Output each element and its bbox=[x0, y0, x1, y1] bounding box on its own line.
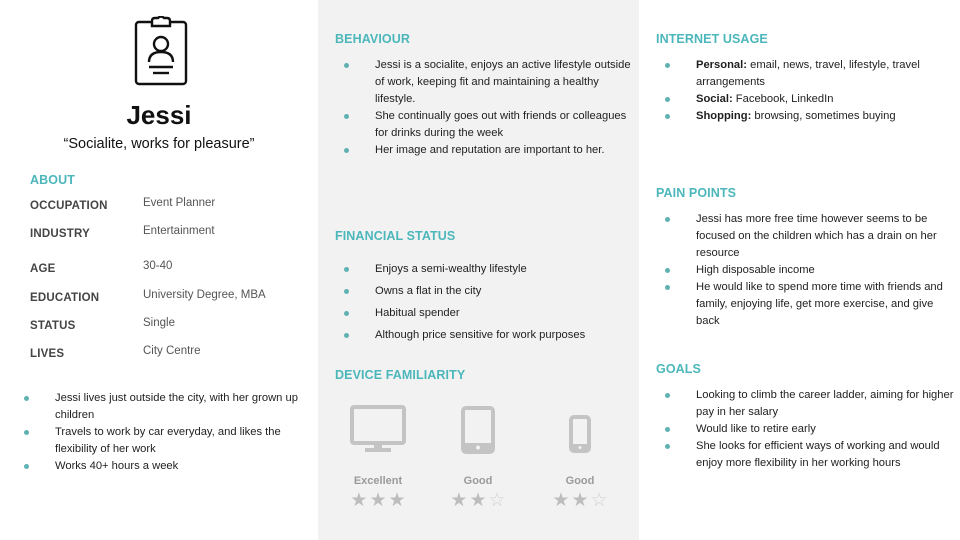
list-item: Her image and reputation are important to her. bbox=[335, 142, 635, 159]
internet-usage-bullets bbox=[656, 57, 956, 125]
tablet-icon bbox=[450, 405, 506, 455]
goals-bullets bbox=[656, 387, 956, 472]
list-item: Travels to work by car everyday, and likes the flexibility of her work bbox=[15, 424, 315, 458]
device-rating-label: Excellent bbox=[353, 475, 403, 487]
list-item bbox=[656, 57, 956, 91]
star-filled-icon: ★ bbox=[369, 490, 387, 511]
star-rating bbox=[333, 491, 423, 510]
needs-column bbox=[639, 0, 960, 540]
list-item: Would like to retire early bbox=[656, 421, 956, 438]
usage-key: Social: bbox=[696, 93, 733, 105]
clipboard-profile-icon bbox=[134, 16, 188, 86]
financial-status-title: FINANCIAL STATUS bbox=[335, 229, 456, 243]
profile-column bbox=[0, 0, 318, 540]
star-filled-icon: ★ bbox=[350, 490, 368, 511]
list-item: Although price sensitive for work purposes bbox=[335, 327, 635, 344]
usage-text: email, news, travel, lifestyle, travel arrangements bbox=[696, 59, 920, 88]
list-item: He would like to spend more time with friends and family, enjoying life, get more exercise, and give back bbox=[656, 279, 956, 330]
star-filled-icon: ★ bbox=[469, 490, 487, 511]
about-label: INDUSTRY bbox=[30, 228, 90, 240]
star-rating bbox=[433, 491, 523, 510]
list-item: Jessi has more free time however seems to be focused on the children which has a drain on her resource bbox=[656, 211, 956, 262]
list-item: Owns a flat in the city bbox=[335, 283, 635, 300]
about-value: Entertainment bbox=[143, 225, 215, 237]
star-filled-icon: ★ bbox=[388, 490, 406, 511]
behaviour-column bbox=[318, 0, 639, 540]
list-item: Jessi lives just outside the city, with her grown up children bbox=[15, 390, 315, 424]
list-item: Looking to climb the career ladder, aiming for higher pay in her salary bbox=[656, 387, 956, 421]
star-filled-icon: ★ bbox=[552, 490, 570, 511]
usage-text: Facebook, LinkedIn bbox=[732, 93, 834, 105]
list-item: High disposable income bbox=[656, 262, 956, 279]
about-value: Event Planner bbox=[143, 197, 216, 209]
financial-status-bullets bbox=[335, 261, 635, 349]
device-desktop bbox=[333, 405, 423, 510]
about-value: City Centre bbox=[143, 345, 201, 357]
star-filled-icon: ★ bbox=[450, 490, 468, 511]
about-bullets bbox=[15, 390, 315, 475]
list-item: She looks for efficient ways of working and would enjoy more flexibility in her working hours bbox=[656, 438, 956, 472]
usage-key: Personal: bbox=[696, 59, 747, 71]
usage-text: browsing, sometimes buying bbox=[751, 110, 896, 122]
list-item: Enjoys a semi-wealthy lifestyle bbox=[335, 261, 635, 278]
list-item: Habitual spender bbox=[335, 305, 635, 322]
pain-points-bullets bbox=[656, 211, 956, 330]
behaviour-bullets bbox=[335, 57, 635, 159]
star-empty-icon: ☆ bbox=[590, 490, 608, 511]
star-filled-icon: ★ bbox=[571, 490, 589, 511]
about-label: STATUS bbox=[30, 320, 76, 332]
list-item bbox=[656, 91, 956, 108]
persona-quote: “Socialite, works for pleasure” bbox=[63, 136, 255, 152]
device-tablet bbox=[433, 405, 523, 510]
usage-key: Shopping: bbox=[696, 110, 752, 122]
about-label: LIVES bbox=[30, 348, 65, 360]
desktop-icon bbox=[350, 405, 406, 455]
persona-name: Jessi bbox=[126, 100, 192, 130]
phone-icon bbox=[552, 405, 608, 455]
behaviour-title: BEHAVIOUR bbox=[335, 32, 410, 46]
about-value: Single bbox=[143, 317, 175, 329]
device-rating-label: Good bbox=[565, 475, 595, 487]
device-rating-label: Good bbox=[463, 475, 493, 487]
device-familiarity-title: DEVICE FAMILIARITY bbox=[335, 368, 466, 382]
list-item: Jessi is a socialite, enjoys an active lifestyle outside of work, keeping fit and maintaining a healthy lifestyle. bbox=[335, 57, 635, 108]
about-label: EDUCATION bbox=[30, 292, 100, 304]
list-item: Works 40+ hours a week bbox=[15, 458, 315, 475]
about-label: OCCUPATION bbox=[30, 200, 108, 212]
about-title: ABOUT bbox=[30, 173, 75, 187]
internet-usage-title: INTERNET USAGE bbox=[656, 32, 768, 46]
star-empty-icon: ☆ bbox=[488, 490, 506, 511]
device-phone bbox=[535, 405, 625, 510]
about-value: 30-40 bbox=[143, 260, 173, 272]
pain-points-title: PAIN POINTS bbox=[656, 186, 737, 200]
list-item bbox=[656, 108, 956, 125]
goals-title: GOALS bbox=[656, 362, 701, 376]
star-rating bbox=[535, 491, 625, 510]
about-value: University Degree, MBA bbox=[143, 289, 266, 301]
list-item: She continually goes out with friends or colleagues for drinks during the week bbox=[335, 108, 635, 142]
about-label: AGE bbox=[30, 263, 56, 275]
